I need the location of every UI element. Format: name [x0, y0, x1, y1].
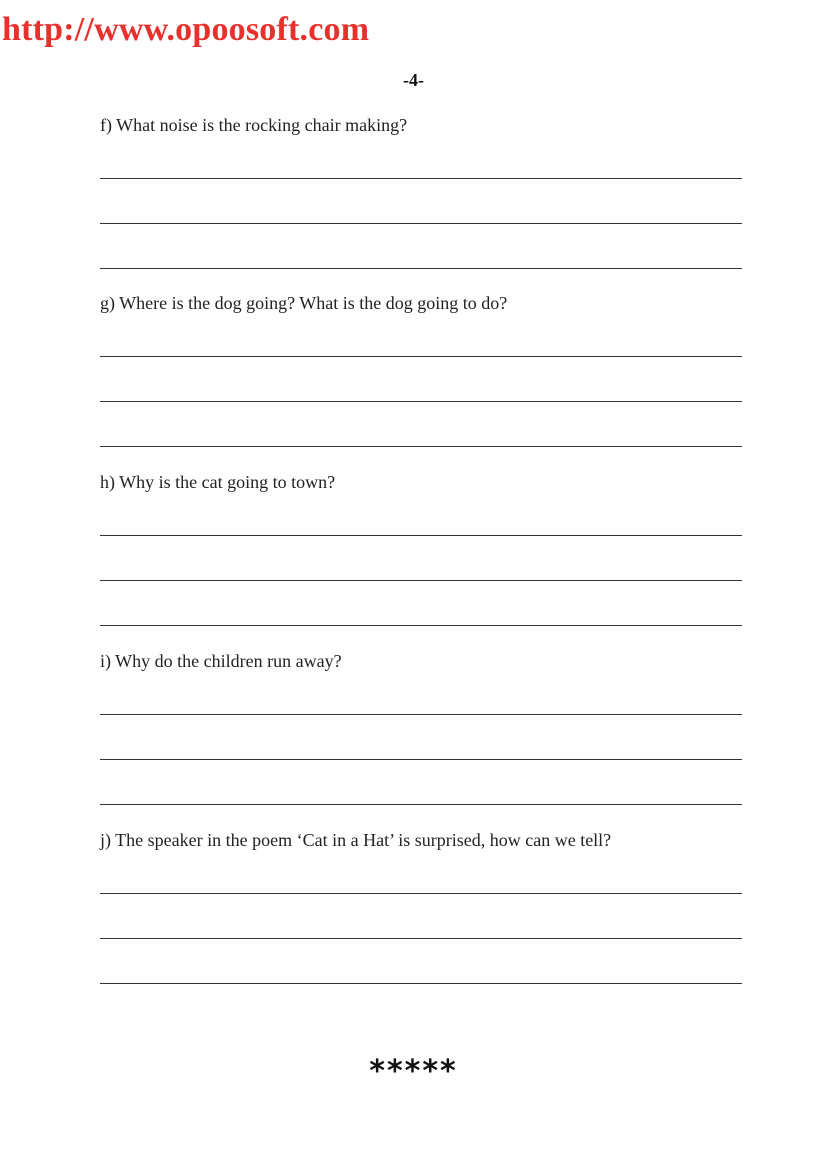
question-h: h) Why is the cat going to town?	[100, 472, 336, 492]
answer-line-h-2[interactable]	[100, 580, 742, 581]
end-marker: *****	[369, 1054, 458, 1089]
answer-line-i-2[interactable]	[100, 759, 742, 760]
answer-line-j-2[interactable]	[100, 938, 742, 939]
answer-line-g-1[interactable]	[100, 356, 742, 357]
page-number: -4-	[403, 70, 424, 90]
answer-line-j-1[interactable]	[100, 893, 742, 894]
watermark-url: http://www.opoosoft.com	[2, 11, 370, 48]
question-j: j) The speaker in the poem ‘Cat in a Hat’ is surprised, how can we tell?	[100, 830, 612, 850]
answer-line-g-2[interactable]	[100, 401, 742, 402]
answer-line-i-1[interactable]	[100, 714, 742, 715]
answer-line-g-3[interactable]	[100, 446, 742, 447]
question-f: f) What noise is the rocking chair making?	[100, 115, 408, 135]
answer-line-i-3[interactable]	[100, 804, 742, 805]
answer-line-h-3[interactable]	[100, 625, 742, 626]
answer-line-f-1[interactable]	[100, 178, 742, 179]
answer-line-j-3[interactable]	[100, 983, 742, 984]
question-g: g) Where is the dog going? What is the dog going to do?	[100, 293, 508, 313]
question-i: i) Why do the children run away?	[100, 651, 342, 671]
answer-line-f-2[interactable]	[100, 223, 742, 224]
answer-line-f-3[interactable]	[100, 268, 742, 269]
answer-line-h-1[interactable]	[100, 535, 742, 536]
